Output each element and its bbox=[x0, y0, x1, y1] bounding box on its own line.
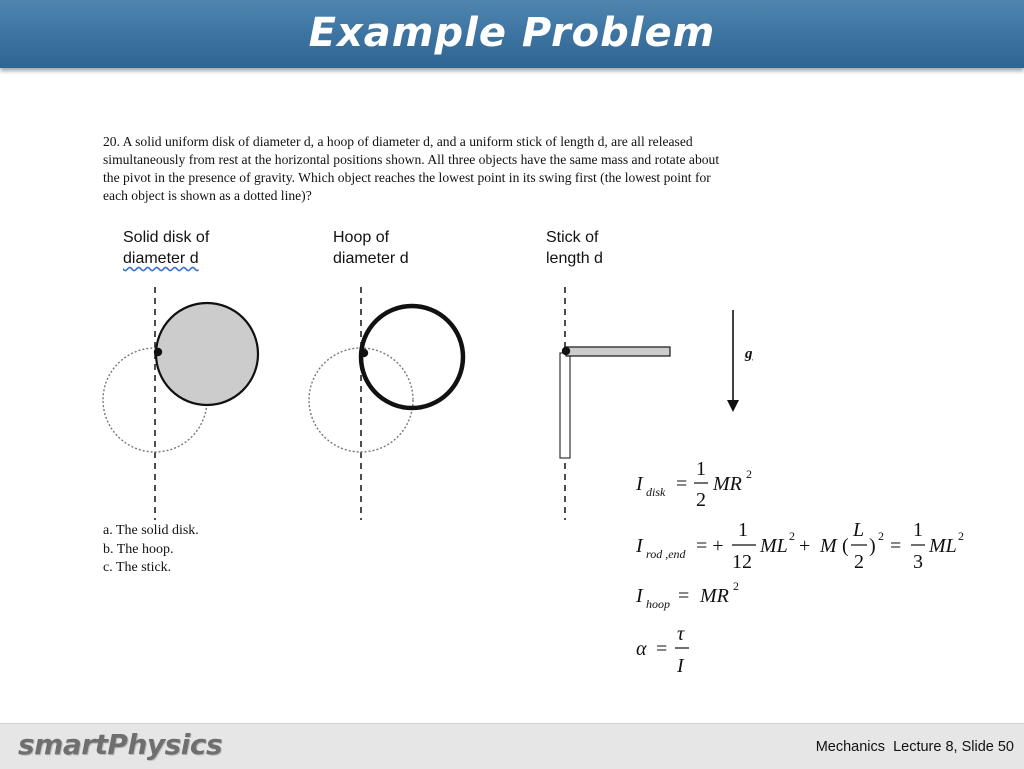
disk-caption-line: diameter d bbox=[123, 250, 199, 267]
smartphysics-logo: smartPhysics bbox=[18, 728, 223, 761]
disk-pivot bbox=[154, 348, 162, 356]
term-MR: MR bbox=[700, 585, 729, 607]
hoop bbox=[361, 306, 463, 408]
exponent: 2 bbox=[789, 529, 795, 543]
hoop-caption-line: Hoop of bbox=[333, 229, 390, 246]
numerator-tau: τ bbox=[677, 623, 685, 645]
equation-rod bbox=[635, 519, 964, 573]
gravity-label: g bbox=[745, 346, 753, 362]
term-ML: ML bbox=[929, 535, 957, 557]
problem-line: 20. A solid uniform disk of diameter d, a hoop of diameter d, and a uniform stick of length d, are all released bbox=[103, 134, 693, 149]
denominator: 12 bbox=[732, 551, 752, 573]
answer-choice: b. The hoop. bbox=[103, 541, 174, 557]
problem-line: each object is shown as a dotted line)? bbox=[103, 188, 312, 203]
term-M: M bbox=[820, 535, 837, 557]
stick-caption-line: length d bbox=[546, 250, 603, 267]
exponent: 2 bbox=[878, 529, 884, 543]
symbol-I: I bbox=[636, 535, 643, 557]
numerator: 1 bbox=[696, 458, 706, 480]
course-name: Mechanics bbox=[815, 739, 886, 755]
denominator: 2 bbox=[854, 551, 864, 573]
exponent: 2 bbox=[733, 579, 739, 593]
symbol-I: I bbox=[636, 473, 643, 495]
numerator: 1 bbox=[738, 519, 748, 541]
equations bbox=[626, 452, 1006, 682]
equals-sign: = bbox=[678, 585, 690, 607]
equals-sign: = bbox=[890, 535, 902, 557]
lecture-slide: Lecture 8, Slide 50 bbox=[893, 739, 1014, 755]
denominator: 3 bbox=[913, 551, 923, 573]
equals-sign: = bbox=[656, 638, 668, 660]
hoop-caption-line: diameter d bbox=[333, 250, 409, 267]
hoop-pivot bbox=[360, 349, 368, 357]
solid-disk bbox=[156, 303, 258, 405]
stick-pivot bbox=[562, 347, 570, 355]
right-paren: ) bbox=[869, 535, 876, 557]
term-MR: MR bbox=[713, 473, 742, 495]
equals-sign: = bbox=[676, 473, 688, 495]
slide-info bbox=[816, 739, 1014, 755]
stick-final-outline bbox=[560, 353, 570, 458]
equals-plus: = + bbox=[696, 535, 724, 557]
exponent: 2 bbox=[958, 529, 964, 543]
equation-disk bbox=[635, 458, 752, 511]
stick bbox=[566, 347, 670, 356]
denominator: 2 bbox=[696, 489, 706, 511]
numerator-L: L bbox=[853, 519, 865, 541]
plus-sign: + bbox=[799, 535, 811, 557]
disk-caption-line: Solid disk of bbox=[123, 229, 210, 246]
answer-choices bbox=[103, 522, 199, 578]
answer-choice: c. The stick. bbox=[103, 560, 172, 575]
stick-caption-line: Stick of bbox=[546, 229, 599, 246]
answer-choice: a. The solid disk. bbox=[103, 523, 199, 538]
equation-alpha bbox=[636, 623, 689, 677]
left-paren: ( bbox=[842, 535, 849, 557]
gravity-arrowhead bbox=[727, 400, 739, 412]
symbol-alpha: α bbox=[636, 638, 647, 660]
slide-title: Example Problem bbox=[308, 10, 716, 56]
problem-line: the pivot in the presence of gravity. Which object reaches the lowest point in its swing first (the lowest point for bbox=[103, 170, 711, 185]
numerator: 1 bbox=[913, 519, 923, 541]
subscript-disk: disk bbox=[646, 485, 666, 499]
subscript-rod-end: rod ,end bbox=[646, 547, 686, 561]
subscript-hoop: hoop bbox=[646, 597, 670, 611]
term-ML: ML bbox=[760, 535, 788, 557]
symbol-I: I bbox=[636, 585, 643, 607]
exponent: 2 bbox=[746, 467, 752, 481]
equation-hoop bbox=[635, 579, 739, 611]
denominator-I: I bbox=[677, 655, 684, 677]
footer bbox=[0, 723, 1024, 769]
problem-line: simultaneously from rest at the horizontal positions shown. All three objects have the same mass and rotate about bbox=[103, 152, 720, 167]
